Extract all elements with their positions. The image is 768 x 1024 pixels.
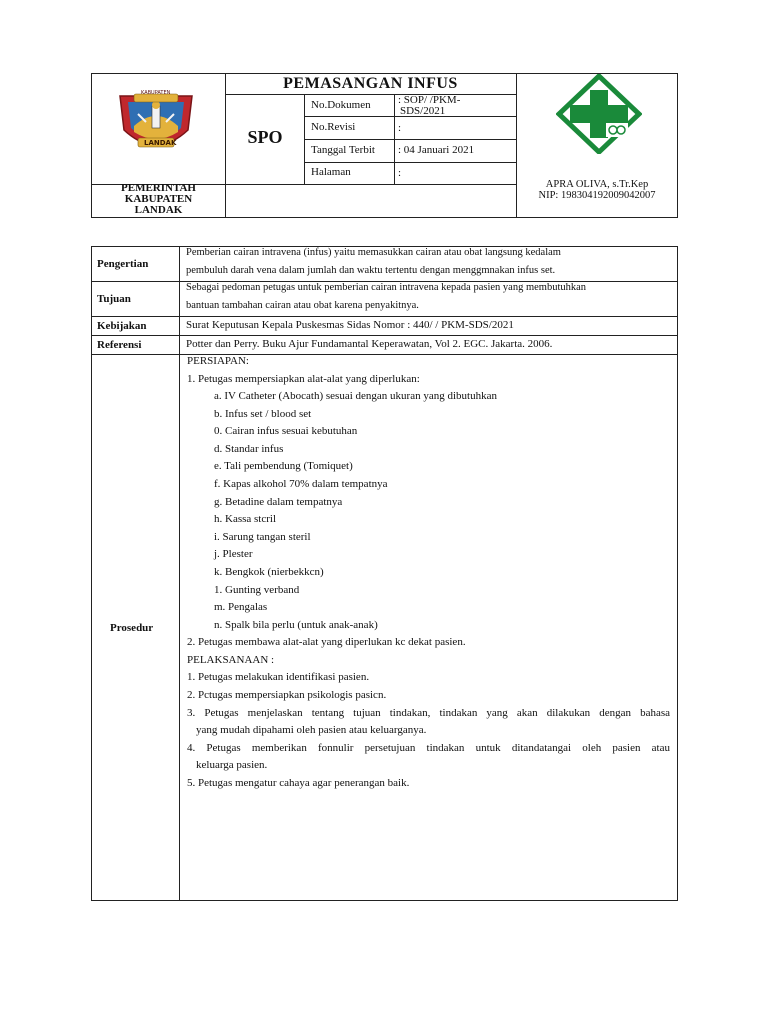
equipment-item: j. Plester: [214, 548, 253, 560]
equipment-item: g. Betadine dalam tempatnya: [214, 496, 343, 508]
equipment-item: b. Infus set / blood set: [214, 408, 312, 420]
equipment-item: k. Bengkok (nierbekkcn): [214, 566, 324, 578]
signer-nip: NIP: 198304192009042007: [538, 190, 656, 201]
meta-value-dokumen-1: : SOP/ /PKM-: [398, 94, 461, 106]
row-label-referensi: Referensi: [97, 339, 142, 351]
emblem-text-bottom: LANDAK: [144, 139, 177, 147]
equipment-item: e. Tali pembendung (Tomiquet): [214, 460, 353, 472]
meta-label-halaman: Halaman: [311, 166, 351, 178]
meta-label-dokumen: No.Dokumen: [311, 99, 371, 111]
row-label-tujuan: Tujuan: [97, 293, 131, 305]
meta-value-tanggal: : 04 Januari 2021: [398, 144, 475, 156]
meta-value-revisi: :: [398, 122, 402, 134]
persiapan-step-1: 1. Petugas mempersiapkan alat-alat yang diperlukan:: [187, 373, 420, 385]
org-line-3: LANDAK: [134, 204, 183, 216]
pelaksanaan-step-4b: keluarga pasien.: [196, 759, 268, 771]
equipment-item: h. Kassa stcril: [214, 513, 277, 525]
kabupaten-landak-emblem: [108, 86, 204, 158]
row-label-prosedur: Prosedur: [110, 622, 154, 634]
persiapan-heading: PERSIAPAN:: [187, 355, 249, 367]
kebijakan-text: Surat Keputusan Kepala Puskesmas Sidas Nomor : 440/ / PKM-SDS/2021: [186, 319, 514, 331]
pengertian-line-2: pembuluh darah vena dalam jumlah dan waktu tertentu dengan menggmnakan infus set.: [186, 265, 556, 276]
equipment-item: a. IV Catheter (Abocath) sesuai dengan ukuran yang dibutuhkan: [214, 390, 497, 402]
persiapan-step-2: 2. Petugas membawa alat-alat yang diperlukan kc dekat pasien.: [187, 636, 466, 648]
pelaksanaan-step-4a: 4. Petugas memberikan fonnulir persetujuan tindakan untuk ditandatangai oleh pasien atau: [187, 742, 670, 754]
equipment-item: f. Kapas alkohol 70% dalam tempatnya: [214, 478, 388, 490]
tujuan-line-1: Sebagai pedoman petugas untuk pemberian cairan intravena kepada pasien yang membutuhkan: [186, 282, 587, 293]
meta-label-revisi: No.Revisi: [311, 121, 356, 133]
org-line-1: PEMERINTAH: [121, 182, 196, 194]
equipment-item: d. Standar infus: [214, 443, 284, 455]
pengertian-line-1: Pemberian cairan intravena (infus) yaitu memasukkan cairan atau obat langsung kedalam: [186, 247, 561, 258]
pelaksanaan-step-1: 1. Petugas melakukan identifikasi pasien.: [187, 671, 370, 683]
equipment-item: i. Sarung tangan steril: [214, 531, 311, 543]
emblem-text-top: KABUPATEN: [141, 90, 171, 96]
row-label-kebijakan: Kebijakan: [97, 320, 147, 332]
pelaksanaan-step-3b: yang mudah dipahami oleh pasien atau keluarganya.: [196, 724, 427, 736]
equipment-item: n. Spalk bila perlu (untuk anak-anak): [214, 619, 378, 631]
pelaksanaan-step-3a: 3. Petugas menjelaskan tentang tujuan tindakan, tindakan yang akan dilakukan dengan bahasa: [187, 707, 670, 719]
meta-label-tanggal: Tanggal Terbit: [311, 144, 375, 156]
tujuan-line-2: bantuan tambahan cairan atau obat karena penyakitnya.: [186, 300, 419, 311]
row-label-pengertian: Pengertian: [97, 258, 149, 270]
equipment-item: 1. Gunting verband: [214, 584, 300, 596]
pelaksanaan-step-5: 5. Petugas mengatur cahaya agar penerangan baik.: [187, 777, 410, 789]
meta-value-dokumen-2: SDS/2021: [400, 105, 446, 117]
page-title: PEMASANGAN INFUS: [283, 75, 458, 92]
referensi-text: Potter dan Perry. Buku Ajur Fundamantal Keperawatan, Vol 2. EGC. Jakarta. 2006.: [186, 338, 553, 350]
puskesmas-cross-logo: [556, 74, 642, 154]
pelaksanaan-heading: PELAKSANAAN :: [187, 654, 275, 666]
equipment-item: 0. Cairan infus sesuai kebutuhan: [214, 425, 358, 437]
spo-label: SPO: [247, 127, 283, 147]
pelaksanaan-step-2: 2. Pctugas mempersiapkan psikologis pasicn.: [187, 689, 387, 701]
signer-name: APRA OLIVA, s.Tr.Kep: [545, 179, 649, 190]
equipment-item: m. Pengalas: [214, 601, 268, 613]
meta-value-halaman: :: [398, 167, 402, 179]
org-line-2: KABUPATEN: [124, 193, 193, 205]
